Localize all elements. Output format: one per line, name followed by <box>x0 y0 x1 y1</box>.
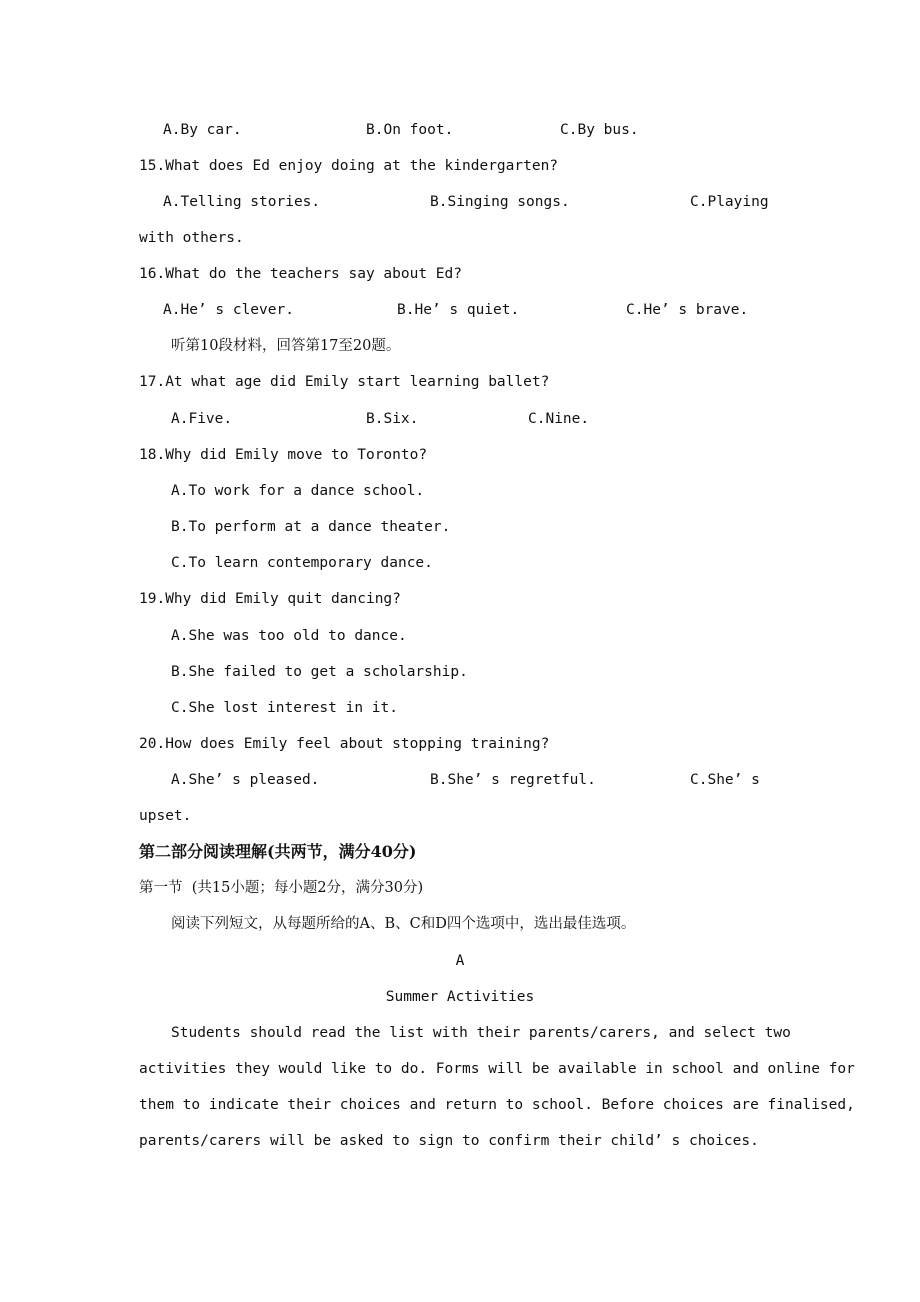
q20-option-c: C.She’ s <box>690 772 760 788</box>
q17-option-b: B.Six. <box>366 411 419 427</box>
q17-option-a: A.Five. <box>171 411 233 427</box>
q19-option-a: A.She was too old to dance. <box>171 628 407 644</box>
section1-instruction: 阅读下列短文，从每题所给的A、B、C和D四个选项中，选出最佳选项。 <box>171 916 636 932</box>
q15-option-b: B.Singing songs. <box>430 194 570 210</box>
q20-option-c-continued: upset. <box>139 808 192 824</box>
q16-stem: 16.What do the teachers say about Ed? <box>139 266 463 282</box>
q14-option-a: A.By car. <box>163 122 242 138</box>
q16-option-b: B.He’ s quiet. <box>397 302 520 318</box>
part2-heading: 第二部分阅读理解(共两节，满分40分) <box>139 842 417 861</box>
section10-instruction: 听第10段材料，回答第17至20题。 <box>171 338 401 354</box>
q18-option-c: C.To learn contemporary dance. <box>171 555 433 571</box>
passage-letter: A <box>455 953 465 969</box>
passage-title: Summer Activities <box>385 989 535 1005</box>
q19-option-b: B.She failed to get a scholarship. <box>171 664 468 680</box>
q20-option-a: A.She’ s pleased. <box>171 772 320 788</box>
q18-option-a: A.To work for a dance school. <box>171 483 425 499</box>
q15-option-a: A.Telling stories. <box>163 194 321 210</box>
passage-line: activities they would like to do. Forms will be available in school and online for <box>139 1061 855 1077</box>
passage-line: parents/carers will be asked to sign to confirm their child’ s choices. <box>139 1133 759 1149</box>
q18-stem: 18.Why did Emily move to Toronto? <box>139 447 428 463</box>
q17-stem: 17.At what age did Emily start learning ballet? <box>139 374 550 390</box>
q15-option-c: C.Playing <box>690 194 769 210</box>
q15-option-c-continued: with others. <box>139 230 244 246</box>
section1-heading: 第一节 (共15小题；每小题2分，满分30分) <box>139 880 424 896</box>
q16-option-c: C.He’ s brave. <box>626 302 749 318</box>
q20-option-b: B.She’ s regretful. <box>430 772 596 788</box>
passage-line: them to indicate their choices and return to school. Before choices are finalised, <box>139 1097 855 1113</box>
q19-option-c: C.She lost interest in it. <box>171 700 398 716</box>
q16-option-a: A.He’ s clever. <box>163 302 294 318</box>
q14-option-b: B.On foot. <box>366 122 454 138</box>
q18-option-b: B.To perform at a dance theater. <box>171 519 451 535</box>
q15-stem: 15.What does Ed enjoy doing at the kindergarten? <box>139 158 559 174</box>
q14-option-c: C.By bus. <box>560 122 639 138</box>
q19-stem: 19.Why did Emily quit dancing? <box>139 591 401 607</box>
passage-line: Students should read the list with their parents/carers, and select two <box>171 1025 791 1041</box>
q20-stem: 20.How does Emily feel about stopping training? <box>139 736 550 752</box>
q17-option-c: C.Nine. <box>528 411 590 427</box>
